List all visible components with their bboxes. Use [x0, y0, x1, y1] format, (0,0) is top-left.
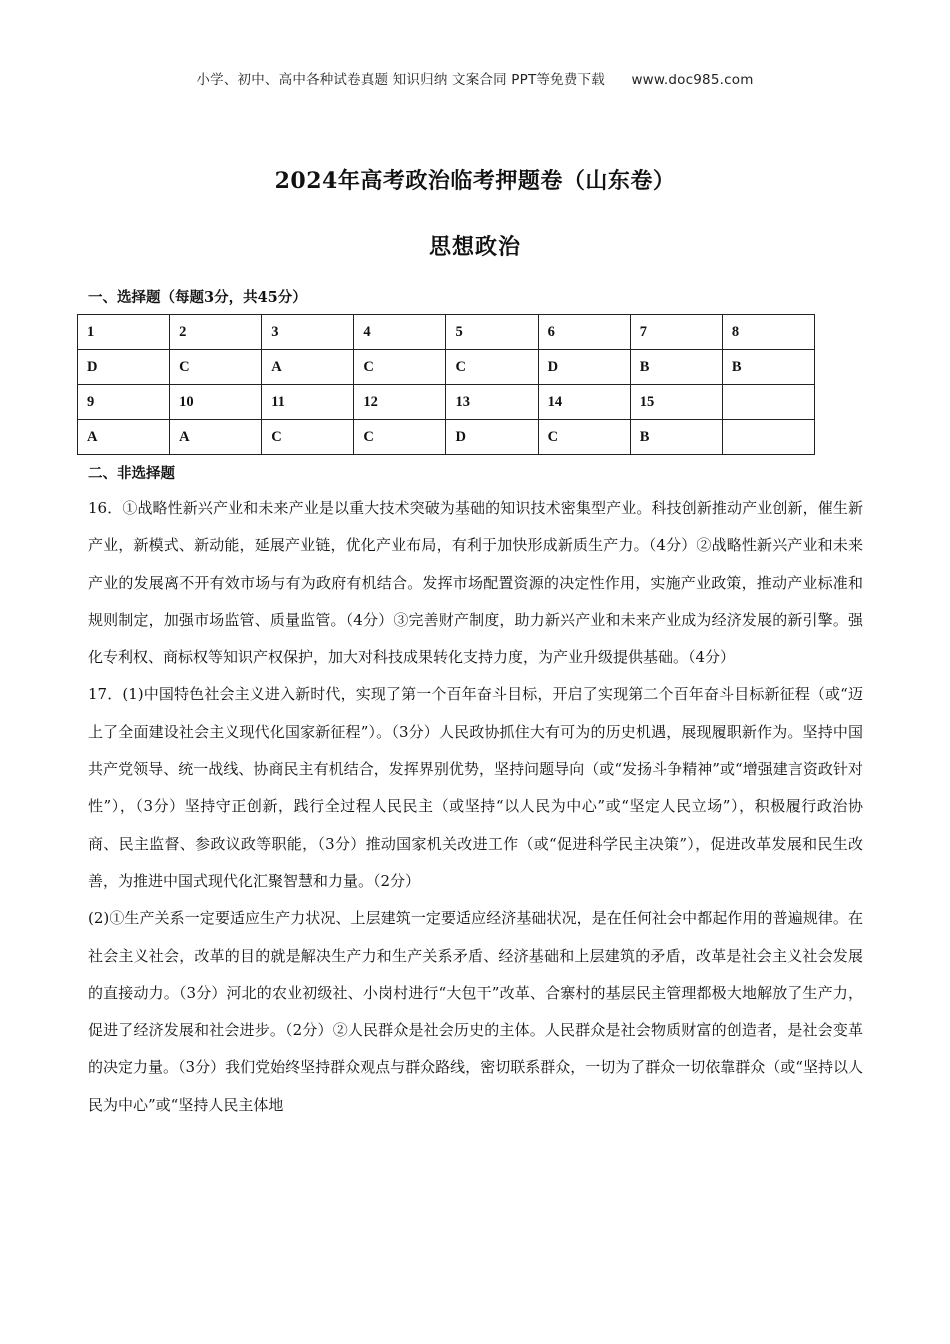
question-number-cell: 5: [446, 315, 538, 350]
question-number-cell: 1: [78, 315, 170, 350]
answer-paragraph-17-1: 17．(1)中国特色社会主义进入新时代，实现了第一个百年奋斗目标，开启了实现第二个百年奋斗目标新征程（或“迈上了全面建设社会主义现代化国家新征程”）。（3分）人民政协抓住大有可为的历史机遇，展现履职新作为。坚持中国共产党领导、统一战线、协商民主有机结合，发挥界别优势，坚持问题导向（或“发扬斗争精神”或“增强建言资政针对性”），（3分）坚持守正创新，践行全过程人民民主（或坚持“以人民为中心”或“坚定人民立场”），积极履行政治协商、民主监督、参政议政等职能，（3分）推动国家机关改进工作（或“促进科学民主决策”），促进改革发展和民生改善，为推进中国式现代化汇聚智慧和力量。（2分）: [88, 685, 863, 890]
answer-cell: A: [78, 420, 170, 455]
question-number-cell: 12: [354, 385, 446, 420]
answer-cell: B: [630, 420, 722, 455]
page-subtitle: 思想政治: [428, 234, 521, 260]
answer-cell: D: [446, 420, 538, 455]
question-number-row: [78, 315, 815, 350]
question-number-cell: 3: [262, 315, 354, 350]
answer-cell: C: [446, 350, 538, 385]
question-number-cell: 9: [78, 385, 170, 420]
question-number-cell: 11: [262, 385, 354, 420]
answer-cell: C: [354, 420, 446, 455]
answer-cell: [722, 420, 814, 455]
answer-table: [77, 314, 815, 455]
answer-cell: A: [170, 420, 262, 455]
section-heading-multiple-choice: 一、选择题（每题3分，共45分）: [88, 289, 307, 306]
answer-cell: C: [354, 350, 446, 385]
page-header: [0, 68, 950, 88]
answer-cell: C: [538, 420, 630, 455]
answer-row: [78, 350, 815, 385]
question-number-cell: 13: [446, 385, 538, 420]
answer-cell: B: [722, 350, 814, 385]
question-number-cell: 15: [630, 385, 722, 420]
answer-cell: D: [78, 350, 170, 385]
answer-cell: C: [170, 350, 262, 385]
answer-body: [88, 490, 863, 1124]
header-url[interactable]: www.doc985.com: [631, 72, 754, 88]
answer-cell: D: [538, 350, 630, 385]
header-text: 小学、初中、高中各种试卷真题 知识归纳 文案合同 PPT等免费下载: [196, 72, 605, 88]
question-number-cell: 8: [722, 315, 814, 350]
answer-cell: C: [262, 420, 354, 455]
answer-cell: A: [262, 350, 354, 385]
question-number-cell: 7: [630, 315, 722, 350]
answer-paragraph-16: 16．①战略性新兴产业和未来产业是以重大技术突破为基础的知识技术密集型产业。科技创新推动产业创新，催生新产业，新模式、新动能，延展产业链，优化产业布局，有利于加快形成新质生产力。（4分）②战略性新兴产业和未来产业的发展离不开有效市场与有为政府有机结合。发挥市场配置资源的决定性作用，实施产业政策，推动产业标准和规则制定，加强市场监管、质量监管。（4分）③完善财产制度，助力新兴产业和未来产业成为经济发展的新引擎。强化专利权、商标权等知识产权保护，加大对科技成果转化支持力度，为产业升级提供基础。（4分）: [88, 499, 863, 667]
answer-cell: B: [630, 350, 722, 385]
question-number-cell: 14: [538, 385, 630, 420]
question-number-cell: [722, 385, 814, 420]
question-number-cell: 4: [354, 315, 446, 350]
question-number-row: [78, 385, 815, 420]
answer-paragraph-17-2: (2)①生产关系一定要适应生产力状况、上层建筑一定要适应经济基础状况，是在任何社会中都起作用的普遍规律。在社会主义社会，改革的目的就是解决生产力和生产关系矛盾、经济基础和上层建筑的矛盾，改革是社会主义社会发展的直接动力。（3分）河北的农业初级社、小岗村进行“大包干”改革、合寨村的基层民主管理都极大地解放了生产力，促进了经济发展和社会进步。（2分）②人民群众是社会历史的主体。人民群众是社会物质财富的创造者，是社会变革的决定力量。（3分）我们党始终坚持群众观点与群众路线，密切联系群众，一切为了群众一切依靠群众（或“坚持以人民为中心”或“坚持人民主体地: [88, 909, 863, 1114]
question-number-cell: 10: [170, 385, 262, 420]
section-heading-non-choice: 二、非选择题: [88, 465, 175, 482]
page-title: 2024年高考政治临考押题卷（山东卷）: [274, 168, 676, 194]
question-number-cell: 6: [538, 315, 630, 350]
question-number-cell: 2: [170, 315, 262, 350]
answer-row: [78, 420, 815, 455]
